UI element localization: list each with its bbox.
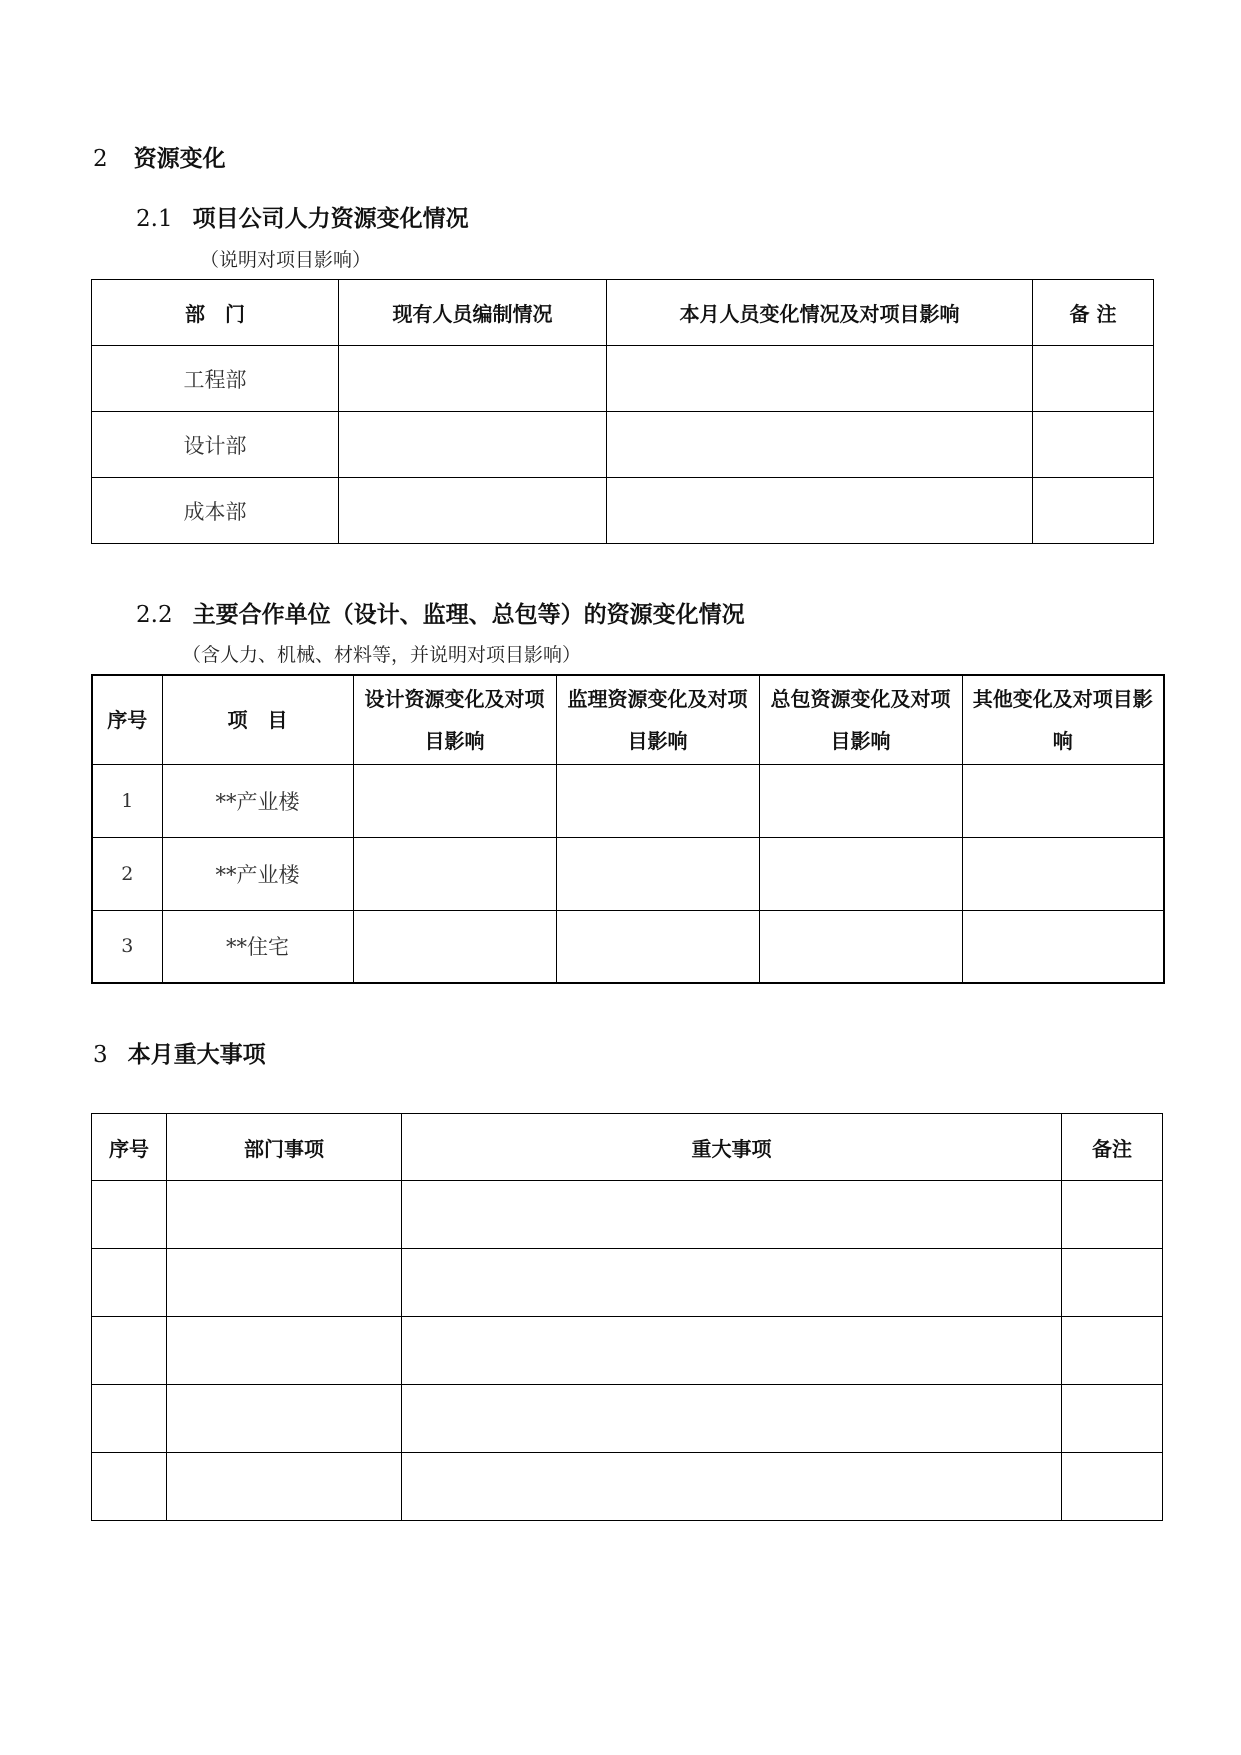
table-cell (92, 1181, 167, 1249)
header-monthly-change: 本月人员变化情况及对项目影响 (607, 280, 1033, 346)
section-title: 本月重大事项 (127, 1042, 266, 1068)
table-row (92, 412, 1154, 478)
table-row (92, 346, 1154, 412)
header-contractor-change: 总包资源变化及对项目影响 (759, 675, 962, 764)
serial-cell: 1 (92, 764, 162, 837)
table-cell (607, 412, 1033, 478)
header-supervision-change: 监理资源变化及对项目影响 (556, 675, 759, 764)
table-cell (402, 1249, 1062, 1317)
section-number: 3 (93, 1042, 108, 1068)
project-cell: **住宅 (162, 910, 353, 983)
table-cell (1033, 346, 1154, 412)
table-cell (962, 837, 1164, 910)
table-header-row (92, 1114, 1163, 1181)
header-department: 部 门 (92, 280, 339, 346)
table-cell (167, 1181, 402, 1249)
department-cell: 设计部 (92, 412, 339, 478)
table-row (92, 1385, 1163, 1453)
table-cell (962, 910, 1164, 983)
header-major-event: 重大事项 (402, 1114, 1062, 1181)
header-project: 项 目 (162, 675, 353, 764)
table-cell (339, 412, 607, 478)
table-row (92, 837, 1164, 910)
table-cell (92, 1453, 167, 1521)
table-cell (402, 1385, 1062, 1453)
project-cell: **产业楼 (162, 764, 353, 837)
serial-cell: 3 (92, 910, 162, 983)
subsection-2-2-note: （含人力、机械、材料等，并说明对项目影响） (182, 644, 582, 666)
table-row (92, 1249, 1163, 1317)
table-cell (339, 346, 607, 412)
table-cell (167, 1385, 402, 1453)
project-cell: **产业楼 (162, 837, 353, 910)
major-events-table (91, 1113, 1163, 1521)
header-serial: 序号 (92, 1114, 167, 1181)
subsection-2-1-note: （说明对项目影响） (200, 249, 372, 271)
section-number: 2 (93, 146, 108, 172)
table-cell (556, 910, 759, 983)
section-title: 资源变化 (133, 146, 226, 172)
table-cell (1062, 1317, 1163, 1385)
table-cell (1033, 478, 1154, 544)
table-row (92, 1453, 1163, 1521)
subsection-2-1-heading (136, 200, 469, 233)
header-other-change: 其他变化及对项目影响 (962, 675, 1164, 764)
table-cell (1062, 1385, 1163, 1453)
table-header-row (92, 675, 1164, 764)
table-row (92, 910, 1164, 983)
table-cell (556, 764, 759, 837)
table-cell (1062, 1181, 1163, 1249)
partner-resource-table (91, 674, 1165, 984)
table-cell (92, 1317, 167, 1385)
table-cell (402, 1181, 1062, 1249)
table-cell (92, 1249, 167, 1317)
table-cell (402, 1453, 1062, 1521)
section-3-heading (93, 1036, 266, 1069)
header-remarks: 备注 (1062, 1114, 1163, 1181)
table-cell (556, 837, 759, 910)
table-cell (1062, 1453, 1163, 1521)
department-cell: 成本部 (92, 478, 339, 544)
header-remarks: 备 注 (1033, 280, 1154, 346)
hr-change-table (91, 279, 1154, 544)
table-cell (759, 910, 962, 983)
serial-cell: 2 (92, 837, 162, 910)
table-cell (353, 764, 556, 837)
table-row (92, 478, 1154, 544)
table-cell (92, 1385, 167, 1453)
table-cell (1033, 412, 1154, 478)
table-row (92, 1317, 1163, 1385)
table-cell (402, 1317, 1062, 1385)
table-cell (759, 837, 962, 910)
header-serial: 序号 (92, 675, 162, 764)
table-cell (167, 1317, 402, 1385)
subsection-2-2-heading (136, 596, 745, 629)
table-cell (962, 764, 1164, 837)
subsection-number: 2.2 (136, 602, 173, 628)
table-cell (1062, 1249, 1163, 1317)
table-cell (167, 1453, 402, 1521)
table-header-row (92, 280, 1154, 346)
table-cell (607, 478, 1033, 544)
table-cell (353, 910, 556, 983)
department-cell: 工程部 (92, 346, 339, 412)
subsection-title: 主要合作单位（设计、监理、总包等）的资源变化情况 (192, 602, 745, 628)
table-cell (339, 478, 607, 544)
header-department-item: 部门事项 (167, 1114, 402, 1181)
table-cell (607, 346, 1033, 412)
header-current-staffing: 现有人员编制情况 (339, 280, 607, 346)
section-2-heading (93, 140, 226, 173)
table-row (92, 764, 1164, 837)
subsection-number: 2.1 (136, 206, 173, 232)
table-cell (759, 764, 962, 837)
table-cell (353, 837, 556, 910)
header-design-change: 设计资源变化及对项目影响 (353, 675, 556, 764)
table-cell (167, 1249, 402, 1317)
subsection-title: 项目公司人力资源变化情况 (192, 206, 469, 232)
table-row (92, 1181, 1163, 1249)
